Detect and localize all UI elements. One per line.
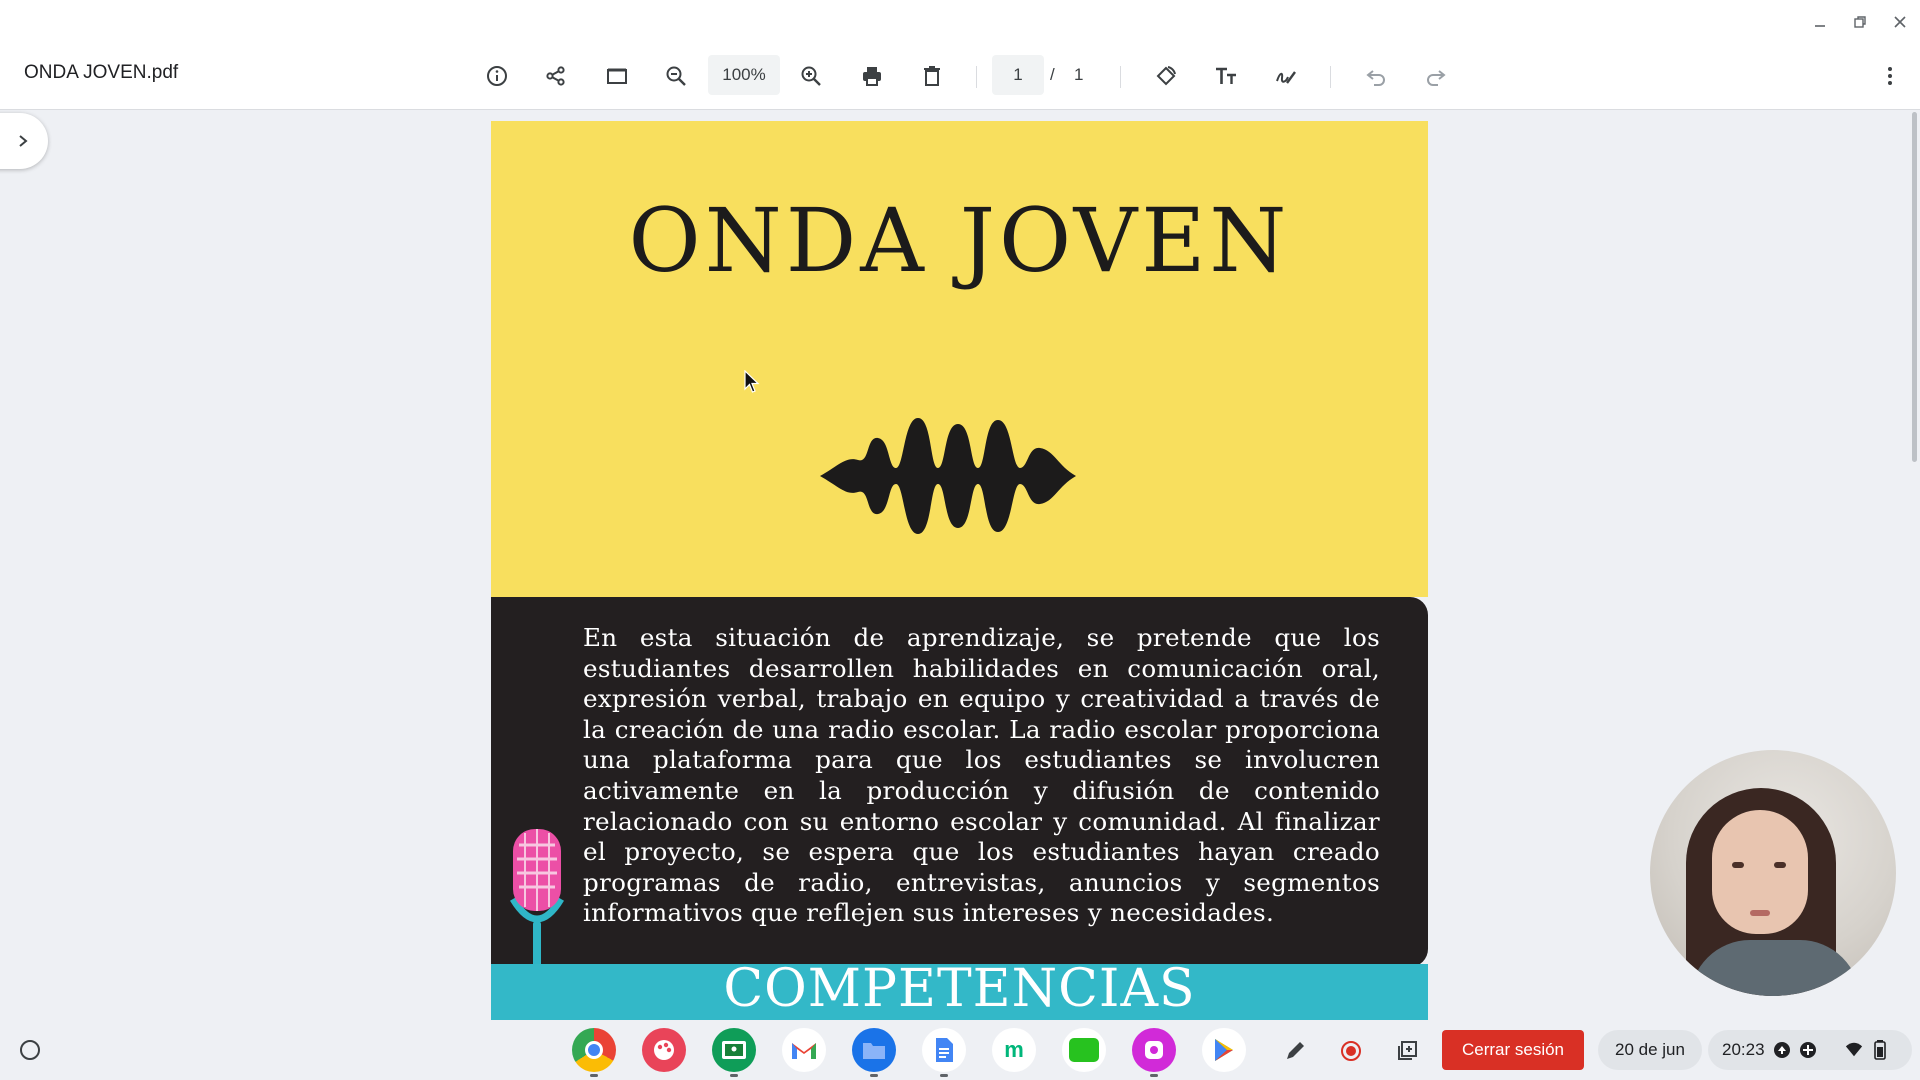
- text-annotation-icon[interactable]: [1210, 60, 1242, 92]
- zoom-in-icon[interactable]: [795, 60, 827, 92]
- screen-capture-icon[interactable]: [1392, 1036, 1422, 1066]
- zoom-out-icon[interactable]: [660, 60, 692, 92]
- status-area-button[interactable]: [1708, 1030, 1912, 1070]
- undo-icon[interactable]: [1360, 60, 1392, 92]
- upload-icon: [1773, 1041, 1791, 1059]
- toolbar-divider: [1330, 66, 1331, 88]
- window-titlebar: [0, 0, 1920, 40]
- play-store-icon[interactable]: [1202, 1028, 1246, 1072]
- launcher-icon[interactable]: [20, 1040, 40, 1060]
- webcam-person-mouth: [1750, 910, 1770, 916]
- add-icon: [1799, 1041, 1817, 1059]
- zoom-level-field[interactable]: 100%: [708, 55, 780, 95]
- rotate-icon[interactable]: [1150, 60, 1182, 92]
- chevron-right-icon: [16, 134, 30, 148]
- app-running-indicator: [730, 1074, 738, 1077]
- blink-icon[interactable]: [1062, 1028, 1106, 1072]
- webcam-overlay[interactable]: [1650, 750, 1896, 996]
- app-running-indicator: [590, 1074, 598, 1077]
- classroom-icon[interactable]: [712, 1028, 756, 1072]
- file-name: ONDA JOVEN.pdf: [24, 62, 179, 83]
- description-text: En esta situación de aprendizaje, se pretende que los estudiantes desarrollen habilidades en comunicación oral, expresión verbal, trabajo en equipo y creatividad a través de la creación de una radio escolar. La radio escolar proporciona una plataforma para que los estudiantes se involucren activamente en la producción y difusión de contenido relacionado con su entorno escolar y comunidad. Al finalizar el proyecto, se espera que los estudiantes hayan creado programas de radio, entrevistas, anuncios y segmentos informativos que reflejen sus intereses y necesidades.: [583, 623, 1380, 928]
- gmail-icon[interactable]: [782, 1028, 826, 1072]
- minimize-icon[interactable]: [1806, 8, 1834, 36]
- mouse-cursor-icon: [744, 370, 760, 394]
- page-total: 1: [1074, 65, 1084, 84]
- fit-page-icon[interactable]: [601, 60, 633, 92]
- files-icon[interactable]: [852, 1028, 896, 1072]
- clock-time: 20:23: [1722, 1040, 1765, 1059]
- screen-record-icon[interactable]: [1336, 1036, 1366, 1066]
- pdf-page: [491, 121, 1428, 1020]
- more-options-icon[interactable]: [1874, 60, 1906, 92]
- share-icon[interactable]: [540, 60, 572, 92]
- section-title: COMPETENCIAS: [723, 959, 1196, 1019]
- app-running-indicator: [870, 1074, 878, 1077]
- microphone-icon: [499, 821, 579, 981]
- date-button[interactable]: 20 de jun: [1598, 1030, 1702, 1070]
- print-icon[interactable]: [856, 60, 888, 92]
- restore-icon[interactable]: [1846, 8, 1874, 36]
- m-app-icon[interactable]: m: [992, 1028, 1036, 1072]
- app-running-indicator: [1150, 1074, 1158, 1077]
- signout-button[interactable]: Cerrar sesión: [1442, 1030, 1584, 1070]
- docs-icon[interactable]: [922, 1028, 966, 1072]
- document-title: ONDA JOVEN: [628, 189, 1291, 292]
- delete-icon[interactable]: [916, 60, 948, 92]
- battery-icon: [1871, 1041, 1889, 1059]
- page-separator: /: [1050, 65, 1055, 84]
- pdf-toolbar: [0, 40, 1920, 110]
- chrome-icon[interactable]: [572, 1028, 616, 1072]
- canva-icon[interactable]: [642, 1028, 686, 1072]
- pen-icon[interactable]: [1280, 1036, 1310, 1066]
- app-running-indicator: [940, 1074, 948, 1077]
- page-number-input[interactable]: 1: [992, 55, 1044, 95]
- wifi-icon: [1845, 1041, 1863, 1059]
- sound-wave-icon: [818, 416, 1078, 536]
- vertical-scrollbar[interactable]: [1912, 112, 1917, 462]
- redo-icon[interactable]: [1420, 60, 1452, 92]
- close-icon[interactable]: [1886, 8, 1914, 36]
- toolbar-divider: [976, 66, 977, 88]
- sidebar-toggle-button[interactable]: [0, 113, 48, 169]
- webcam-person-eye: [1732, 862, 1744, 868]
- info-icon[interactable]: [481, 60, 513, 92]
- draw-icon[interactable]: [1270, 60, 1302, 92]
- webcam-person-eye: [1774, 862, 1786, 868]
- screencast-icon[interactable]: [1132, 1028, 1176, 1072]
- toolbar-divider: [1120, 66, 1121, 88]
